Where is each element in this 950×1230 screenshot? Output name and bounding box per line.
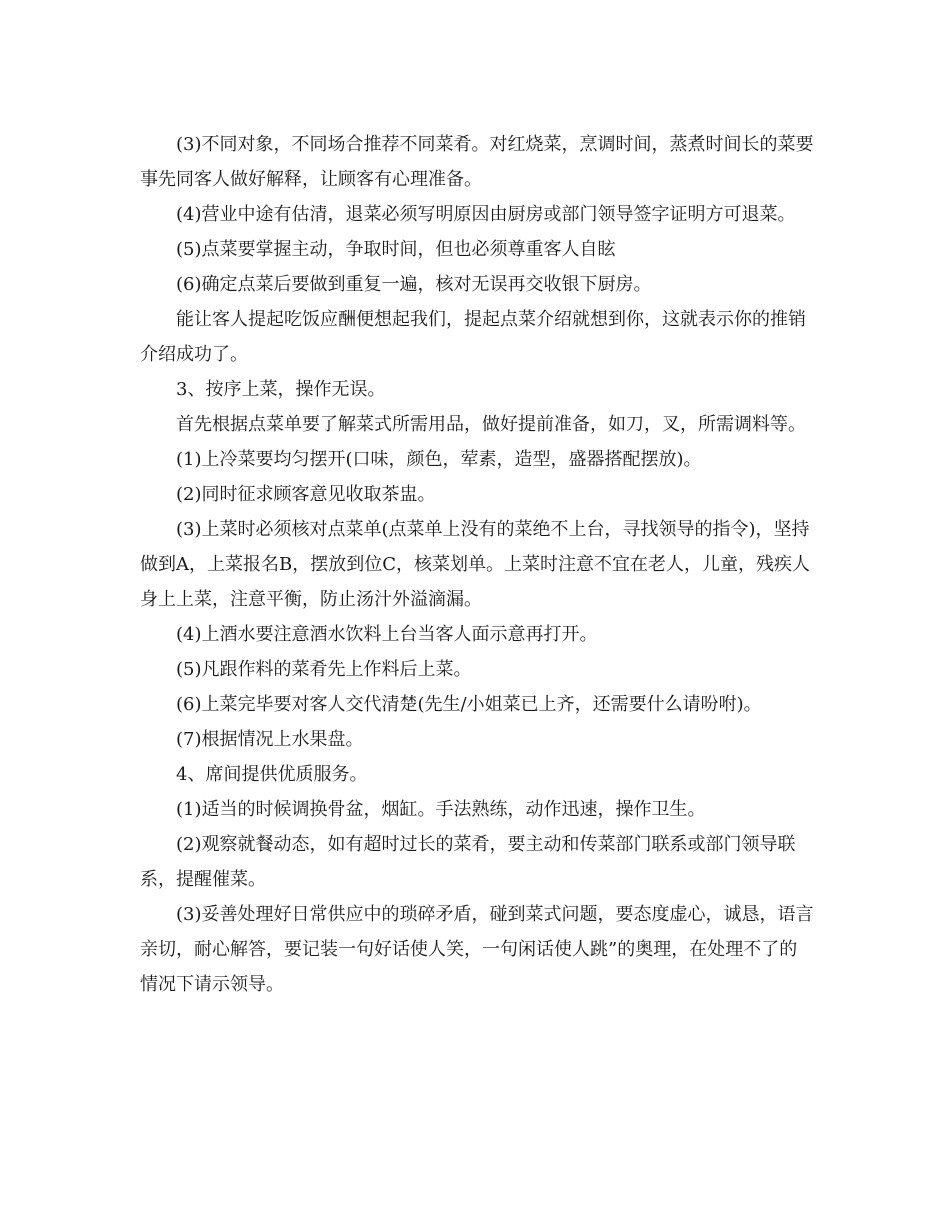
document-body [140, 127, 815, 1002]
paragraph: (7)根据情况上水果盘。 [176, 729, 364, 750]
paragraph: (2)观察就餐动态，如有超时过长的菜肴，要主动和传菜部门联系或部门领导联系，提醒催菜。 [140, 834, 796, 890]
paragraph: (4)上酒水要注意酒水饮料上台当客人面示意再打开。 [176, 624, 598, 645]
paragraph: (1)适当的时候调换骨盆，烟缸。手法熟练，动作迅速，操作卫生。 [176, 799, 706, 820]
section-heading: 4、席间提供优质服务。 [176, 764, 368, 785]
paragraph: (4)营业中途有估清，退菜必须写明原因由厨房或部门领导签字证明方可退菜。 [176, 204, 796, 225]
paragraph: (3)不同对象，不同场合推荐不同菜肴。对红烧菜，烹调时间，蒸煮时间长的菜要事先同客人做好解释，让顾客有心理准备。 [140, 134, 814, 190]
paragraph: (2)同时征求顾客意见收取茶盅。 [176, 484, 436, 505]
paragraph: 能让客人提起吃饭应酬便想起我们，提起点菜介绍就想到你，这就表示你的推销介绍成功了。 [140, 309, 806, 365]
section-heading: 3、按序上菜，操作无误。 [176, 379, 386, 400]
paragraph: 首先根据点菜单要了解菜式所需用品，做好提前准备，如刀，叉，所需调料等。 [176, 414, 806, 435]
paragraph: (1)上冷菜要均匀摆开(口味，颜色，荤素，造型，盛器搭配摆放)。 [176, 449, 702, 470]
paragraph: (5)凡跟作料的菜肴先上作料后上菜。 [176, 659, 472, 680]
paragraph: (5)点菜要掌握主动，争取时间，但也必须尊重客人自眩 [176, 239, 616, 260]
paragraph: (3)上菜时必须核对点菜单(点菜单上没有的菜绝不上台，寻找领导的指令)，坚持做到A，上菜报名B，摆放到位C，核菜划单。上菜时注意不宜在老人，儿童，残疾人身上上菜，注意平衡，防止汤汁外溢滴漏。 [140, 519, 810, 610]
paragraph: (3)妥善处理好日常供应中的琐碎矛盾，碰到菜式问题，要态度虚心，诚恳，语言亲切，耐心解答，要记装一句好话使人笑，一句闲话使人跳”的奥理，在处理不了的情况下请示领导。 [140, 904, 814, 995]
paragraph: (6)确定点菜后要做到重复一遍，核对无误再交收银下厨房。 [176, 274, 652, 295]
paragraph: (6)上菜完毕要对客人交代清楚(先生/小姐菜已上齐，还需要什么请吩咐)。 [176, 694, 762, 715]
